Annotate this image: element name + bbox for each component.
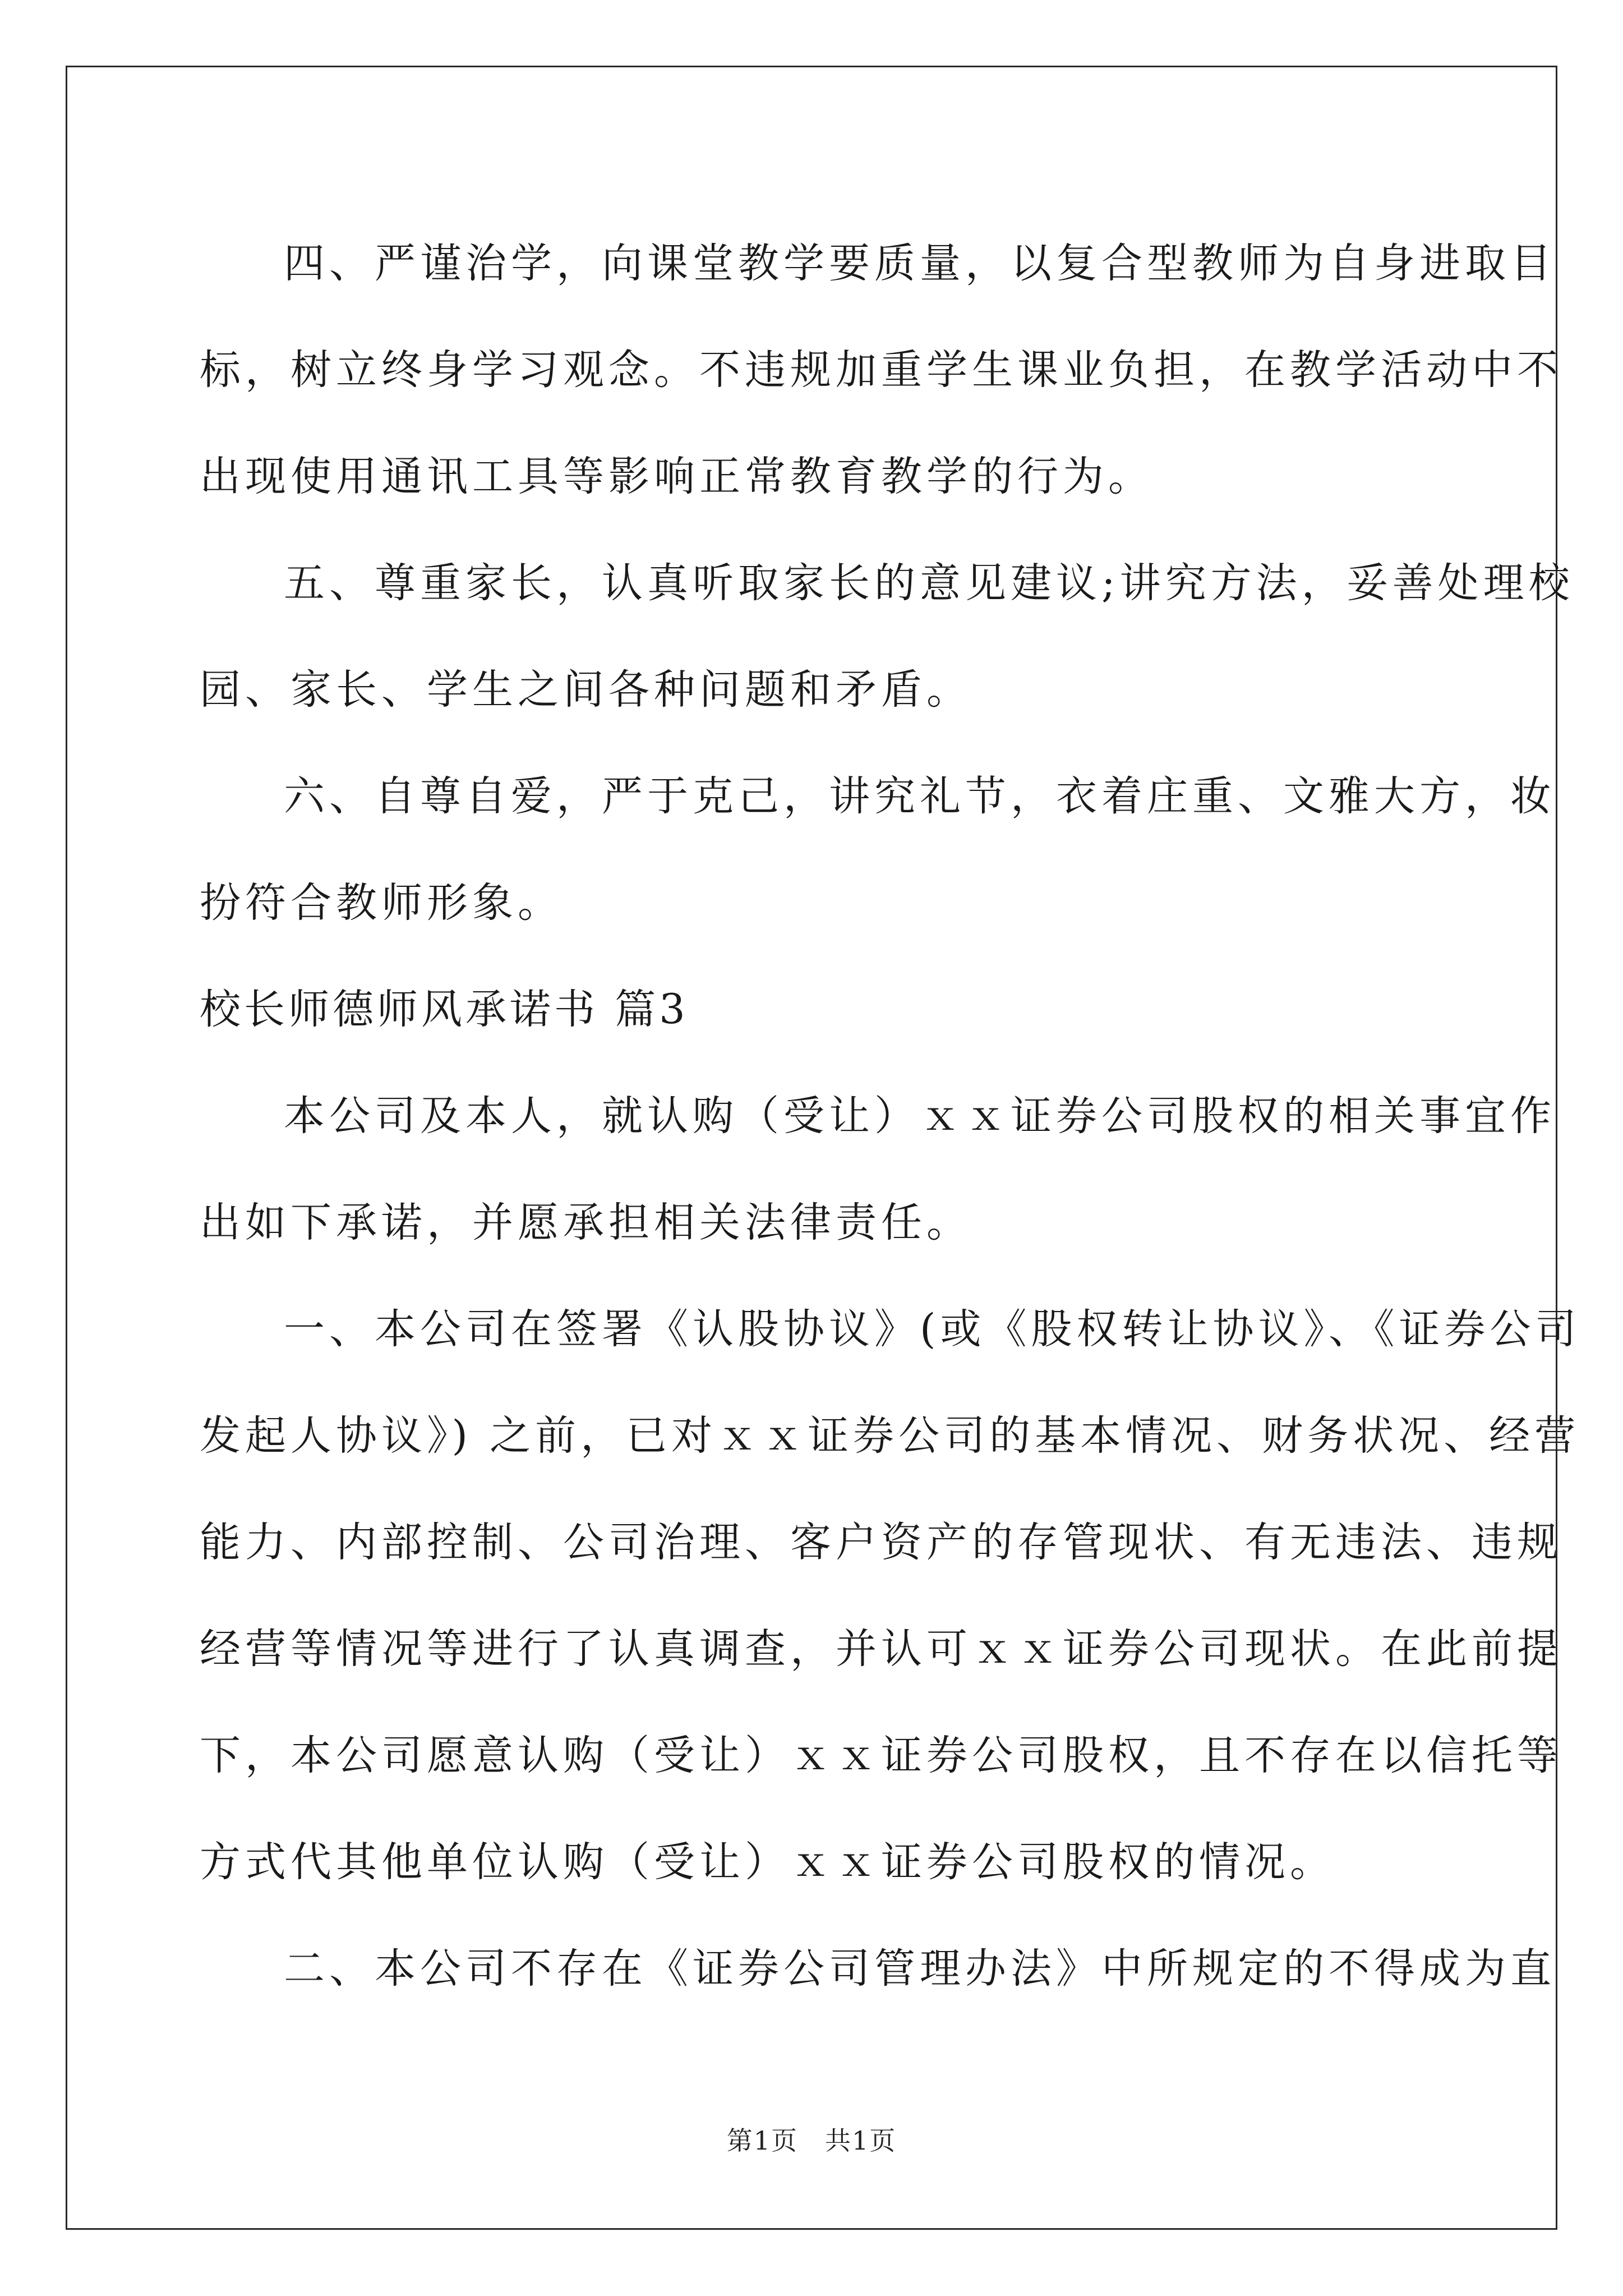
text-line: 一、本公司在签署《认股协议》(或《股权转让协议》、《证券公司	[284, 1305, 1581, 1353]
text-line: 本公司及本人，就认购（受让）ｘｘ证券公司股权的相关事宜作	[284, 1092, 1556, 1140]
text-line: 五、尊重家长，认真听取家长的意见建议;讲究方法，妥善处理校	[284, 559, 1574, 607]
text-line: 发起人协议》) 之前，已对ｘｘ证券公司的基本情况、财务状况、经营	[200, 1412, 1580, 1460]
text-line: 扮符合教师形象。	[200, 879, 563, 927]
text-line: 六、自尊自爱，严于克己，讲究礼节，衣着庄重、文雅大方，妆	[284, 772, 1556, 820]
page-number: 第1页 共1页	[726, 2125, 897, 2156]
text-line: 园、家长、学生之间各种问题和矛盾。	[200, 666, 972, 714]
text-line: 能力、内部控制、公司治理、客户资产的存管现状、有无违法、违规	[200, 1519, 1562, 1566]
text-line: 出如下承诺，并愿承担相关法律责任。	[200, 1199, 972, 1246]
text-line: 出现使用通讯工具等影响正常教育教学的行为。	[200, 453, 1154, 500]
document-body	[200, 210, 1581, 2022]
text-line: 四、严谨治学，向课堂教学要质量，以复合型教师为自身进取目	[284, 240, 1556, 287]
text-line: 标，树立终身学习观念。不违规加重学生课业负担，在教学活动中不	[200, 346, 1562, 394]
section-heading: 校长师德师风承诺书 篇3	[200, 986, 689, 1033]
text-line: 二、本公司不存在《证券公司管理办法》中所规定的不得成为直	[284, 1945, 1556, 1993]
text-line: 方式代其他单位认购（受让）ｘｘ证券公司股权的情况。	[200, 1838, 1335, 1886]
text-line: 下，本公司愿意认购（受让）ｘｘ证券公司股权，且不存在以信托等	[200, 1732, 1562, 1779]
text-line: 经营等情况等进行了认真调查，并认可ｘｘ证券公司现状。在此前提	[200, 1625, 1562, 1673]
